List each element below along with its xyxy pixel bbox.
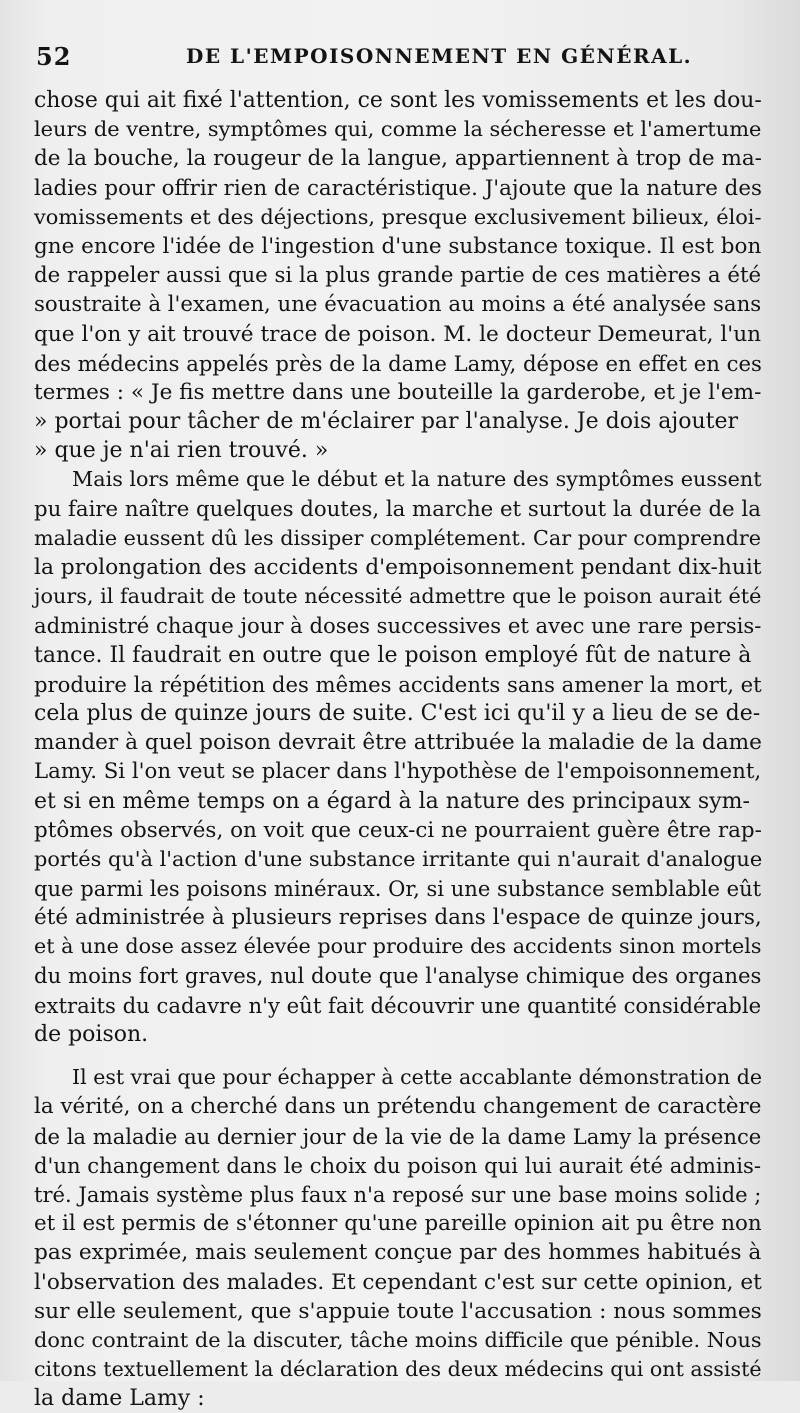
page-number: 52	[36, 42, 72, 71]
text-line: pas exprimée, mais seulement conçue par des hommes habitués à	[34, 1240, 762, 1266]
text-line: de poison.	[34, 1022, 149, 1047]
text-line: tré. Jamais système plus faux n'a reposé sur une base moins solide ;	[34, 1181, 762, 1207]
text-line: leurs de ventre, symptômes qui, comme la sécheresse et l'amertume	[34, 117, 762, 142]
text-line: de la bouche, la rougeur de la langue, appartiennent à trop de ma-	[34, 146, 762, 172]
text-line: extraits du cadavre n'y eût fait découvrir une quantité considérable	[34, 992, 762, 1018]
text-line: et à une dose assez élevée pour produire des accidents sinon mortels	[34, 934, 762, 959]
text-line: que parmi les poisons minéraux. Or, si une substance semblable eût	[34, 876, 762, 902]
text-line: » portai pour tâcher de m'éclairer par l'analyse. Je dois ajouter	[34, 409, 739, 435]
text-line: Lamy. Si l'on veut se placer dans l'hypothèse de l'empoisonnement,	[34, 759, 762, 785]
body-text	[34, 86, 762, 1413]
text-line: administré chaque jour à doses successives et avec une rare persis-	[34, 613, 762, 639]
text-line: de rappeler aussi que si la plus grande partie de ces matières a été	[34, 263, 762, 289]
text-line: soustraite à l'examen, une évacuation au moins a été analysée sans	[34, 292, 762, 318]
text-line: termes : « Je fis mettre dans une bouteille la garderobe, et je l'em-	[34, 379, 762, 405]
paragraph-gap	[34, 1049, 762, 1063]
running-head: DE L'EMPOISONNEMENT EN GÉNÉRAL.	[186, 44, 693, 68]
text-line: d'un changement dans le choix du poison qui lui aurait été adminis-	[34, 1152, 762, 1178]
paragraph	[34, 86, 762, 465]
text-line: été administrée à plusieurs reprises dans l'espace de quinze jours,	[34, 905, 762, 931]
text-line: ladies pour offrir rien de caractéristique. J'ajoute que la nature des	[34, 175, 762, 201]
text-line: que l'on y ait trouvé trace de poison. M. le docteur Demeurat, l'un	[34, 321, 762, 347]
text-line: pu faire naître quelques doutes, la marche et surtout la durée de la	[34, 496, 761, 522]
text-line: sur elle seulement, que s'appuie toute l'accusation : nous sommes	[34, 1298, 762, 1324]
text-line: cela plus de quinze jours de suite. C'est ici qu'il y a lieu de se de-	[34, 700, 761, 726]
text-line: donc contraint de la discuter, tâche moins difficile que pénible. Nous	[34, 1327, 762, 1352]
text-line: mander à quel poison devrait être attribuée la maladie de la dame	[34, 730, 762, 756]
text-line: jours, il faudrait de toute nécessité admettre que le poison aurait été	[34, 584, 762, 609]
text-line: ptômes observés, on voit que ceux-ci ne pourraient guère être rap-	[34, 817, 762, 843]
text-line: vomissements et des déjections, presque exclusivement bilieux, éloi-	[34, 204, 762, 229]
text-line: l'observation des malades. Et cependant c'est sur cette opinion, et	[34, 1269, 762, 1295]
text-line: produire la répétition des mêmes accidents sans amener la mort, et	[34, 671, 762, 697]
text-line: chose qui ait fixé l'attention, ce sont les vomissements et les dou-	[34, 88, 762, 113]
text-line: de la maladie au dernier jour de la vie de la dame Lamy la présence	[34, 1123, 762, 1149]
text-line: la dame Lamy :	[34, 1386, 205, 1412]
text-line: Mais lors même que le début et la nature des symptômes eussent	[72, 467, 762, 492]
page-header	[36, 42, 756, 72]
paragraph	[34, 1063, 762, 1413]
text-line: la prolongation des accidents d'empoisonnement pendant dix-huit	[34, 555, 762, 580]
text-line: maladie eussent dû les dissiper complétement. Car pour comprendre	[34, 525, 762, 550]
text-line: tance. Il faudrait en outre que le poison employé fût de nature à	[34, 642, 752, 668]
text-line: et si en même temps on a égard à la nature des principaux sym-	[34, 788, 750, 814]
text-line: citons textuellement la déclaration des deux médecins qui ont assisté	[34, 1357, 762, 1382]
text-line: la vérité, on a cherché dans un prétendu changement de caractère	[34, 1094, 762, 1120]
text-line: gne encore l'idée de l'ingestion d'une substance toxique. Il est bon	[34, 233, 762, 259]
paragraph	[34, 465, 762, 1049]
text-line: des médecins appelés près de la dame Lamy, dépose en effet en ces	[34, 350, 762, 376]
text-line: portés qu'à l'action d'une substance irritante qui n'aurait d'analogue	[34, 846, 763, 871]
text-line: » que je n'ai rien trouvé. »	[34, 438, 329, 464]
text-line: et il est permis de s'étonner qu'une pareille opinion ait pu être non	[34, 1211, 762, 1237]
text-line: du moins fort graves, nul doute que l'analyse chimique des organes	[34, 963, 762, 989]
text-line: Il est vrai que pour échapper à cette accablante démonstration de	[72, 1065, 762, 1090]
